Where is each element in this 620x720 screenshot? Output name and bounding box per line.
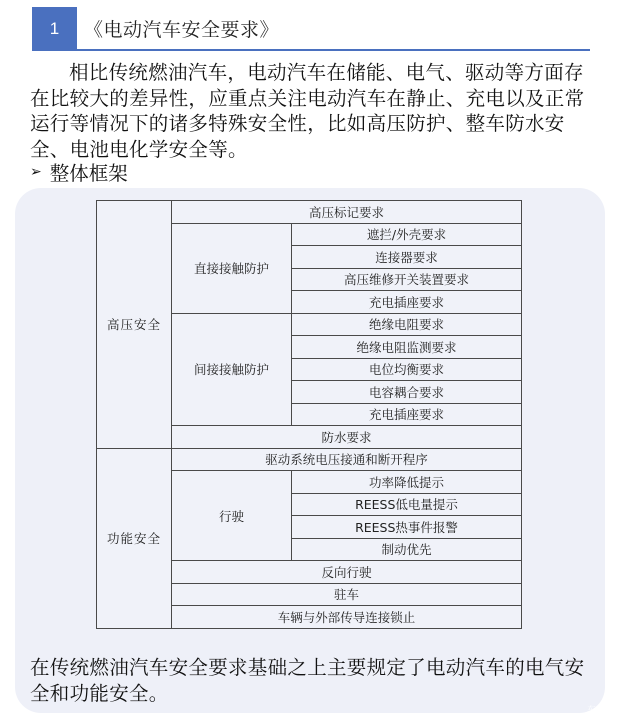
item-conductive-connection-lock: 车辆与外部传导连接锁止 <box>172 606 522 629</box>
subitem: REESS热事件报警 <box>292 516 522 539</box>
subitem: 遮拦/外壳要求 <box>292 223 522 246</box>
subitem: REESS低电量提示 <box>292 493 522 516</box>
subheading-label: 整体框架 <box>49 162 128 185</box>
item-drive-voltage-procedure: 驱动系统电压接通和断开程序 <box>172 448 522 471</box>
item-hv-marking: 高压标记要求 <box>172 201 522 224</box>
subitem: 充电插座要求 <box>292 291 522 314</box>
item-reverse-driving: 反向行驶 <box>172 561 522 584</box>
category-high-voltage-safety: 高压安全 <box>97 201 172 449</box>
section-title: 《电动汽车安全要求》 <box>84 19 280 41</box>
intro-paragraph: 相比传统燃油汽车，电动汽车在储能、电气、驱动等方面存在比较大的差异性，应重点关注电动汽车在静止、充电以及正常运行等情况下的诸多特殊安全性，比如高压防护、整车防水安全、电池电化学安全等。 <box>30 61 585 161</box>
category-functional-safety: 功能安全 <box>97 448 172 628</box>
subitem: 高压维修开关装置要求 <box>292 268 522 291</box>
item-waterproof: 防水要求 <box>172 426 522 449</box>
subitem: 功率降低提示 <box>292 471 522 494</box>
header-underline <box>32 49 590 51</box>
item-direct-contact-protection: 直接接触防护 <box>172 223 292 313</box>
section-header <box>32 7 590 51</box>
section-number-badge: 1 <box>32 7 77 50</box>
framework-table <box>96 200 522 629</box>
subitem: 制动优先 <box>292 538 522 561</box>
table-row <box>97 448 522 471</box>
subitem: 绝缘电阻监测要求 <box>292 336 522 359</box>
subitem: 连接器要求 <box>292 246 522 269</box>
item-indirect-contact-protection: 间接接触防护 <box>172 313 292 426</box>
subitem: 绝缘电阻要求 <box>292 313 522 336</box>
arrow-bullet-icon: ➢ <box>30 164 42 180</box>
subitem: 电容耦合要求 <box>292 381 522 404</box>
conclusion-text: 在传统燃油汽车安全要求基础之上主要规定了电动汽车的电气安全和功能安全。 <box>30 656 585 705</box>
watermark: 车家号 <box>586 706 614 716</box>
table-row <box>97 201 522 224</box>
item-driving: 行驶 <box>172 471 292 561</box>
subitem: 电位均衡要求 <box>292 358 522 381</box>
subitem: 充电插座要求 <box>292 403 522 426</box>
item-parking: 驻车 <box>172 583 522 606</box>
subheading <box>30 158 128 186</box>
